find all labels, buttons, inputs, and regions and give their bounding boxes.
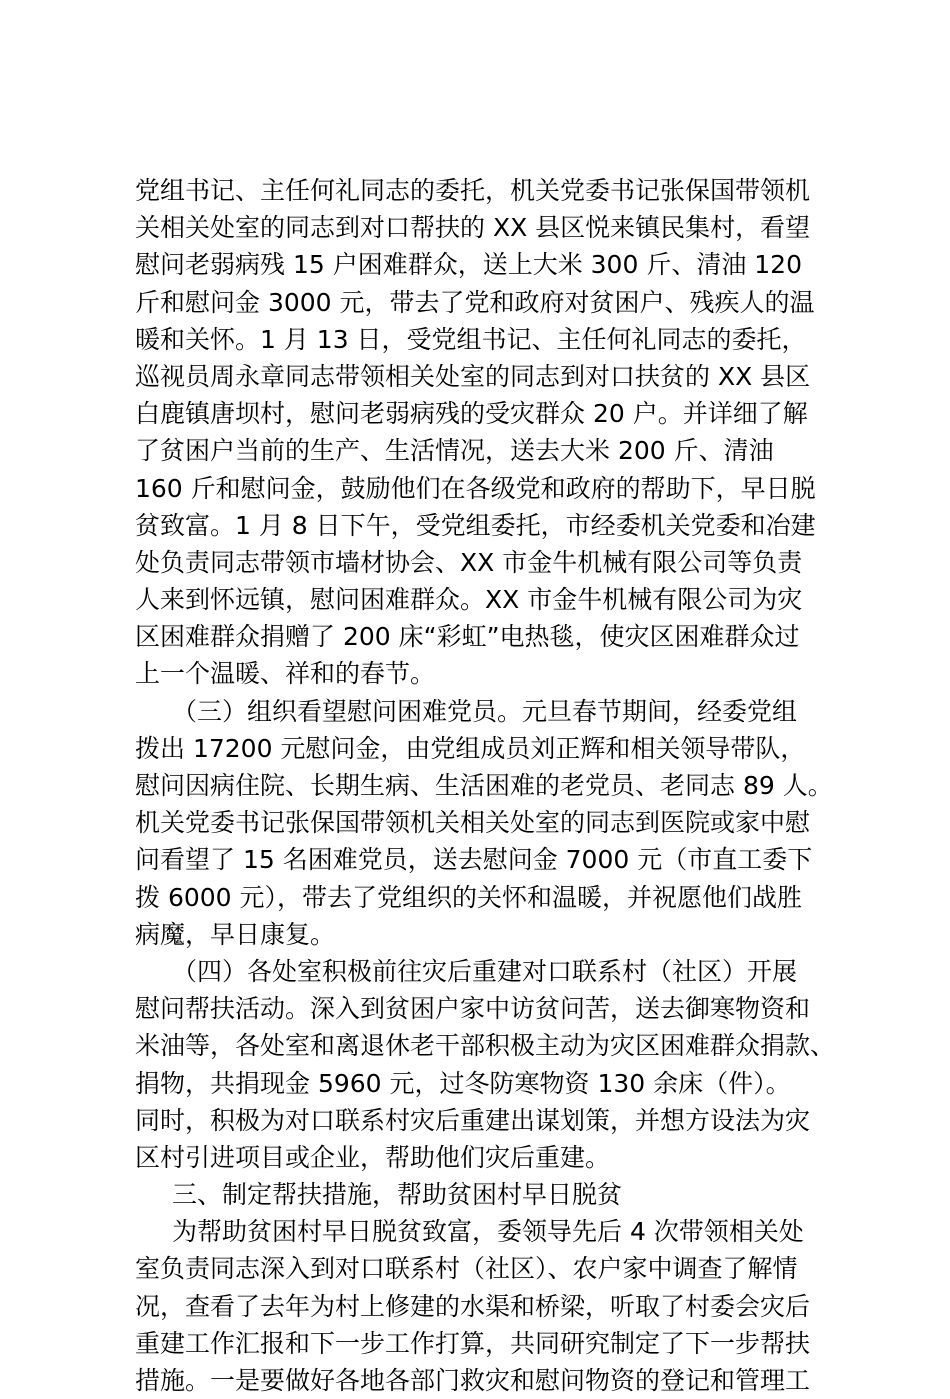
text-line-26: 同时，积极为对口联系村灾后重建出谋划策，并想方设法为灾 — [135, 1105, 811, 1135]
text-line-18: 机关党委书记张保国带领机关相关处室的同志到医院或家中慰 — [135, 808, 811, 838]
section-4-heading-line: （四）各处室积极前往灾后重建对口联系村（社区）开展 — [172, 956, 798, 986]
text-line-16: 拨出 17200 元慰问金，由党组成员刘正辉和相关领导带队， — [135, 733, 806, 763]
text-line-12: 人来到怀远镇，慰问困难群众。XX 市金牛机械有限公司为灾 — [135, 585, 803, 615]
text-line-2: 关相关处室的同志到对口帮扶的 XX 县区悦来镇民集村，看望 — [135, 213, 811, 243]
text-line-9: 160 斤和慰问金，鼓励他们在各级党和政府的帮助下，早日脱 — [135, 473, 816, 503]
text-line-6: 巡视员周永章同志带领相关处室的同志到对口扶贫的 XX 县区 — [135, 361, 811, 391]
text-line-33: 措施。一是要做好各地各部门救灾和慰问物资的登记和管理工 — [135, 1366, 811, 1395]
document-body — [135, 172, 835, 1399]
text-line-3: 慰问老弱病残 15 户困难群众，送上大米 300 斤、清油 120 — [135, 250, 802, 280]
text-line-29: 为帮助贫困村早日脱贫致富，委领导先后 4 次带领相关处 — [172, 1217, 804, 1247]
text-line-20: 拨 6000 元），带去了党组织的关怀和温暖，并祝愿他们战胜 — [135, 882, 803, 912]
text-line-14: 上一个温暖、祥和的春节。 — [135, 659, 436, 689]
text-line-32: 重建工作汇报和下一步工作打算，共同研究制定了下一步帮扶 — [135, 1328, 811, 1358]
text-line-11: 处负责同志带领市墙材协会、XX 市金牛机械有限公司等负责 — [135, 547, 803, 577]
text-line-7: 白鹿镇唐坝村，慰问老弱病残的受灾群众 20 户。并详细了解 — [135, 399, 808, 429]
text-line-23: 慰问帮扶活动。深入到贫困户家中访贫问苦，送去御寒物资和 — [135, 994, 811, 1024]
text-line-30: 室负责同志深入到对口联系村（社区）、农户家中调查了解情 — [135, 1254, 798, 1284]
text-line-1: 党组书记、主任何礼同志的委托，机关党委书记张保国带领机 — [135, 176, 811, 205]
text-line-5: 暖和关怀。1 月 13 日，受党组书记、主任何礼同志的委托， — [135, 324, 807, 354]
text-line-8: 了贫困户当前的生产、生活情况，送去大米 200 斤、清油 — [135, 436, 774, 466]
text-line-19: 问看望了 15 名困难党员，送去慰问金 7000 元（市直工委下 — [135, 845, 813, 875]
text-line-25: 捐物，共捐现金 5960 元，过冬防寒物资 130 余床（件）。 — [135, 1068, 791, 1098]
text-line-4: 斤和慰问金 3000 元，带去了党和政府对贫困户、残疾人的温 — [135, 287, 815, 317]
text-line-17: 慰问因病住院、长期生病、生活困难的老党员、老同志 89 人。 — [135, 771, 833, 800]
text-line-10: 贫致富。1 月 8 日下午，受党组委托，市经委机关党委和冶建 — [135, 510, 816, 540]
part-3-heading: 三、制定帮扶措施，帮助贫困村早日脱贫 — [172, 1180, 623, 1210]
text-line-31: 况，查看了去年为村上修建的水渠和桥梁，听取了村委会灾后 — [135, 1291, 811, 1321]
text-line-27: 区村引进项目或企业，帮助他们灾后重建。 — [135, 1142, 611, 1172]
section-3-heading-line: （三）组织看望慰问困难党员。元旦春节期间，经委党组 — [172, 696, 798, 726]
text-line-13: 区困难群众捐赠了 200 床“彩虹”电热毯，使灾区困难群众过 — [135, 622, 800, 652]
text-line-24: 米油等，各处室和离退休老干部积极主动为灾区困难群众捐款、 — [135, 1031, 836, 1061]
text-line-21: 病魔，早日康复。 — [135, 919, 336, 949]
